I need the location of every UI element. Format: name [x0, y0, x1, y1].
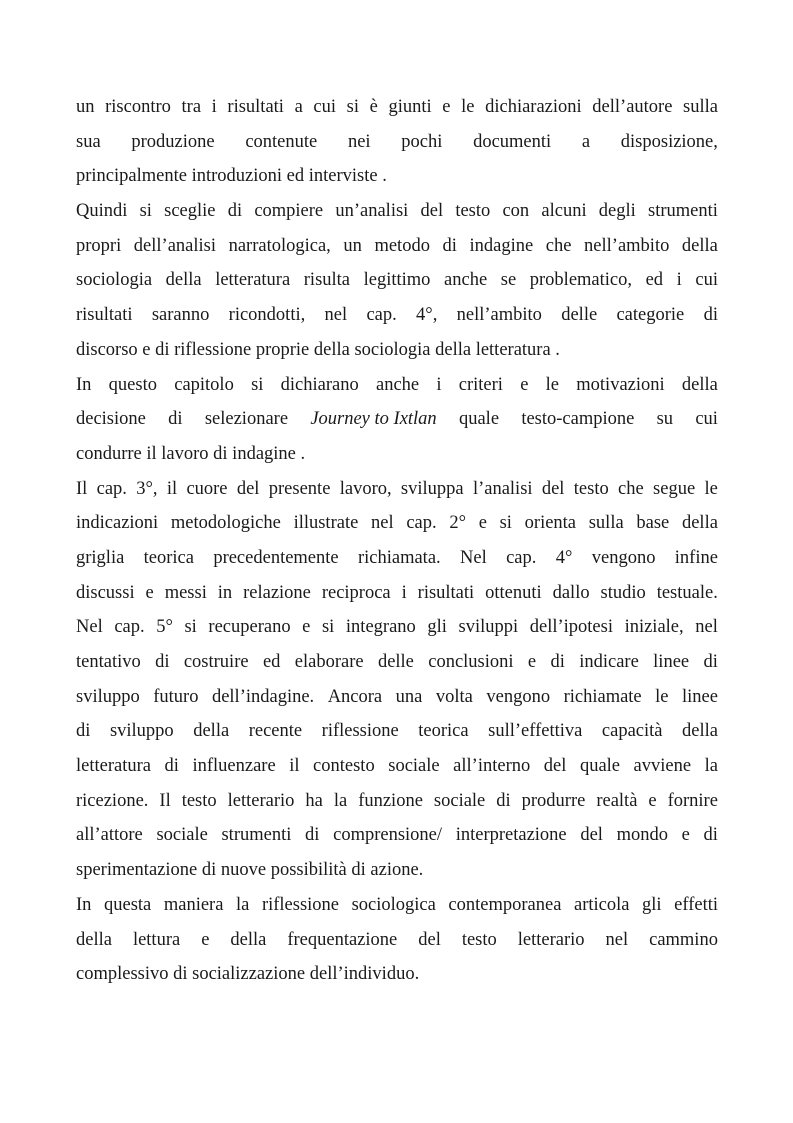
text-line: sociologia della letteratura risulta legittimo anche se problematico, ed i cui	[76, 270, 718, 291]
book-title: Journey to Ixtlan	[310, 409, 437, 430]
line-text: principalmente introduzioni ed interviste .	[76, 166, 387, 187]
line-text: sperimentazione di nuove possibilità di azione.	[76, 860, 424, 881]
text-line: sua produzione contenute nei pochi documenti a disposizione,	[76, 131, 718, 152]
line-text: complessivo di socializzazione dell’individuo.	[76, 964, 420, 985]
text-line: risultati saranno ricondotti, nel cap. 4°, nell’ambito delle categorie di	[76, 305, 718, 326]
text-line	[76, 957, 718, 992]
text-line: di sviluppo della recente riflessione teorica sull’effettiva capacità della	[76, 721, 718, 742]
text-line: Il cap. 3°, il cuore del presente lavoro, sviluppa l’analisi del testo che segue le	[76, 478, 718, 499]
text-line	[76, 437, 718, 472]
text-line: sviluppo futuro dell’indagine. Ancora una volta vengono richiamate le linee	[76, 686, 718, 707]
text-line	[76, 159, 718, 194]
text-line: In questo capitolo si dichiarano anche i criteri e le motivazioni della	[76, 374, 718, 395]
text-line	[76, 333, 718, 368]
text-line: ricezione. Il testo letterario ha la funzione sociale di produrre realtà e fornire	[76, 790, 718, 811]
text-line: discussi e messi in relazione reciproca i risultati ottenuti dallo studio testuale.	[76, 582, 718, 603]
text-line: decisione di selezionare Journey to Ixtlan quale testo-campione su cui	[76, 402, 718, 437]
text-line: un riscontro tra i risultati a cui si è giunti e le dichiarazioni dell’autore sulla	[76, 97, 718, 117]
text-line: letteratura di influenzare il contesto sociale all’interno del quale avviene la	[76, 756, 718, 777]
text-line: indicazioni metodologiche illustrate nel cap. 2° e si orienta sulla base della	[76, 513, 718, 534]
text-line: propri dell’analisi narratologica, un metodo di indagine che nell’ambito della	[76, 235, 718, 256]
line-text: discorso e di riflessione proprie della sociologia della letteratura .	[76, 339, 560, 360]
text-line: In questa maniera la riflessione sociologica contemporanea articola gli effetti	[76, 894, 718, 915]
text-line	[76, 853, 718, 888]
line-text: condurre il lavoro di indagine .	[76, 443, 306, 464]
text-line: Quindi si sceglie di compiere un’analisi del testo con alcuni degli strumenti	[76, 201, 718, 222]
body-text	[76, 90, 718, 992]
text-line: all’attore sociale strumenti di comprensione/ interpretazione del mondo e di	[76, 825, 718, 846]
text-line: tentativo di costruire ed elaborare delle conclusioni e di indicare linee di	[76, 652, 718, 672]
text-line: griglia teorica precedentemente richiamata. Nel cap. 4° vengono infine	[76, 547, 718, 568]
text-line: della lettura e della frequentazione del testo letterario nel cammino	[76, 929, 718, 950]
text-line: Nel cap. 5° si recuperano e si integrano gli sviluppi dell’ipotesi iniziale, nel	[76, 617, 718, 638]
